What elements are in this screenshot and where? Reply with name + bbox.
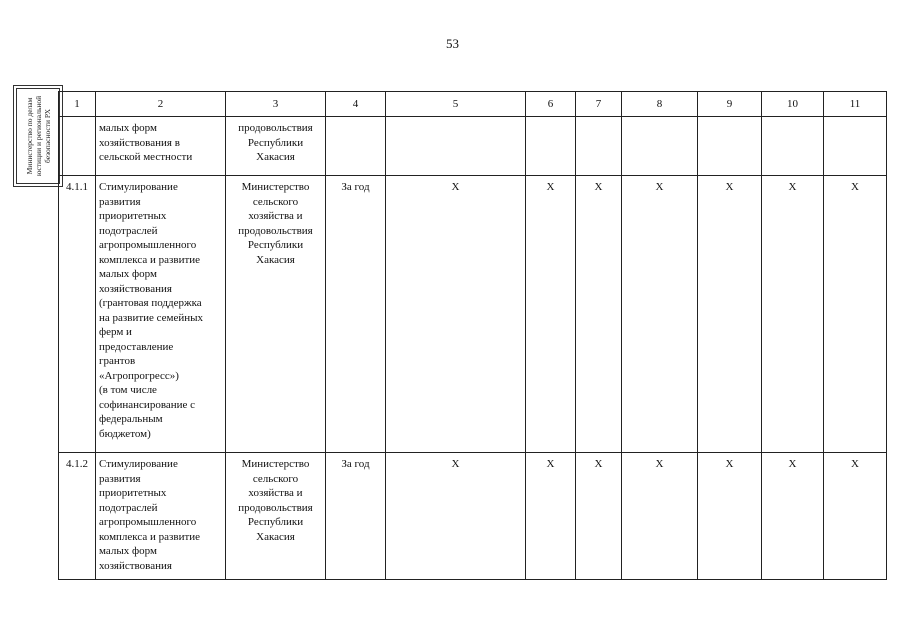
row-number: 4.1.1	[59, 176, 96, 453]
value-cell: X	[526, 453, 576, 580]
column-header: 1	[59, 92, 96, 117]
value-cell: X	[526, 176, 576, 453]
value-cell: X	[824, 176, 887, 453]
value-cell: X	[386, 176, 526, 453]
period-cell	[326, 117, 386, 176]
period-cell: За год	[326, 453, 386, 580]
stamp-line: юстиции и региональной	[33, 95, 43, 177]
value-cell	[386, 117, 526, 176]
value-cell: X	[762, 453, 824, 580]
column-header: 8	[622, 92, 698, 117]
measure-name: Стимулирование развития приоритетных подотраслей агропромышленного комплекса и развитие малых форм хозяйствования	[96, 453, 226, 580]
row-number: 4.1.2	[59, 453, 96, 580]
column-header: 2	[96, 92, 226, 117]
value-cell: X	[824, 453, 887, 580]
registration-stamp	[16, 88, 60, 184]
value-cell	[698, 117, 762, 176]
stamp-line: Министерство по делам	[24, 97, 34, 175]
measure-name: Стимулирование развития приоритетных подотраслей агропромышленного комплекса и развитие малых форм хозяйствования (грантовая поддержка на развитие семейных ферм и предоставление грантов «Агропрогресс») (в том числе софинансирование с федеральным бюджетом)	[96, 176, 226, 453]
column-header: 4	[326, 92, 386, 117]
column-header: 3	[226, 92, 326, 117]
value-cell	[762, 117, 824, 176]
measure-name: малых форм хозяйствования в сельской местности	[96, 117, 226, 176]
row-number	[59, 117, 96, 176]
value-cell: X	[698, 176, 762, 453]
column-header: 10	[762, 92, 824, 117]
stamp-line: безопасности РХ	[42, 109, 52, 163]
value-cell	[576, 117, 622, 176]
table-row	[59, 176, 887, 453]
column-header: 9	[698, 92, 762, 117]
column-header: 6	[526, 92, 576, 117]
column-header: 11	[824, 92, 887, 117]
period-cell: За год	[326, 176, 386, 453]
program-table	[58, 91, 887, 580]
column-header: 7	[576, 92, 622, 117]
value-cell	[622, 117, 698, 176]
value-cell: X	[762, 176, 824, 453]
value-cell: X	[576, 176, 622, 453]
responsible-executor: продовольствия Республики Хакасия	[226, 117, 326, 176]
value-cell: X	[622, 176, 698, 453]
value-cell: X	[576, 453, 622, 580]
column-header: 5	[386, 92, 526, 117]
table-header-row	[59, 92, 887, 117]
value-cell	[526, 117, 576, 176]
value-cell: X	[698, 453, 762, 580]
responsible-executor: Министерство сельского хозяйства и продовольствия Республики Хакасия	[226, 176, 326, 453]
table-row	[59, 453, 887, 580]
table-row	[59, 117, 887, 176]
value-cell: X	[386, 453, 526, 580]
responsible-executor: Министерство сельского хозяйства и продовольствия Республики Хакасия	[226, 453, 326, 580]
page-number: 53	[446, 36, 459, 51]
value-cell: X	[622, 453, 698, 580]
value-cell	[824, 117, 887, 176]
